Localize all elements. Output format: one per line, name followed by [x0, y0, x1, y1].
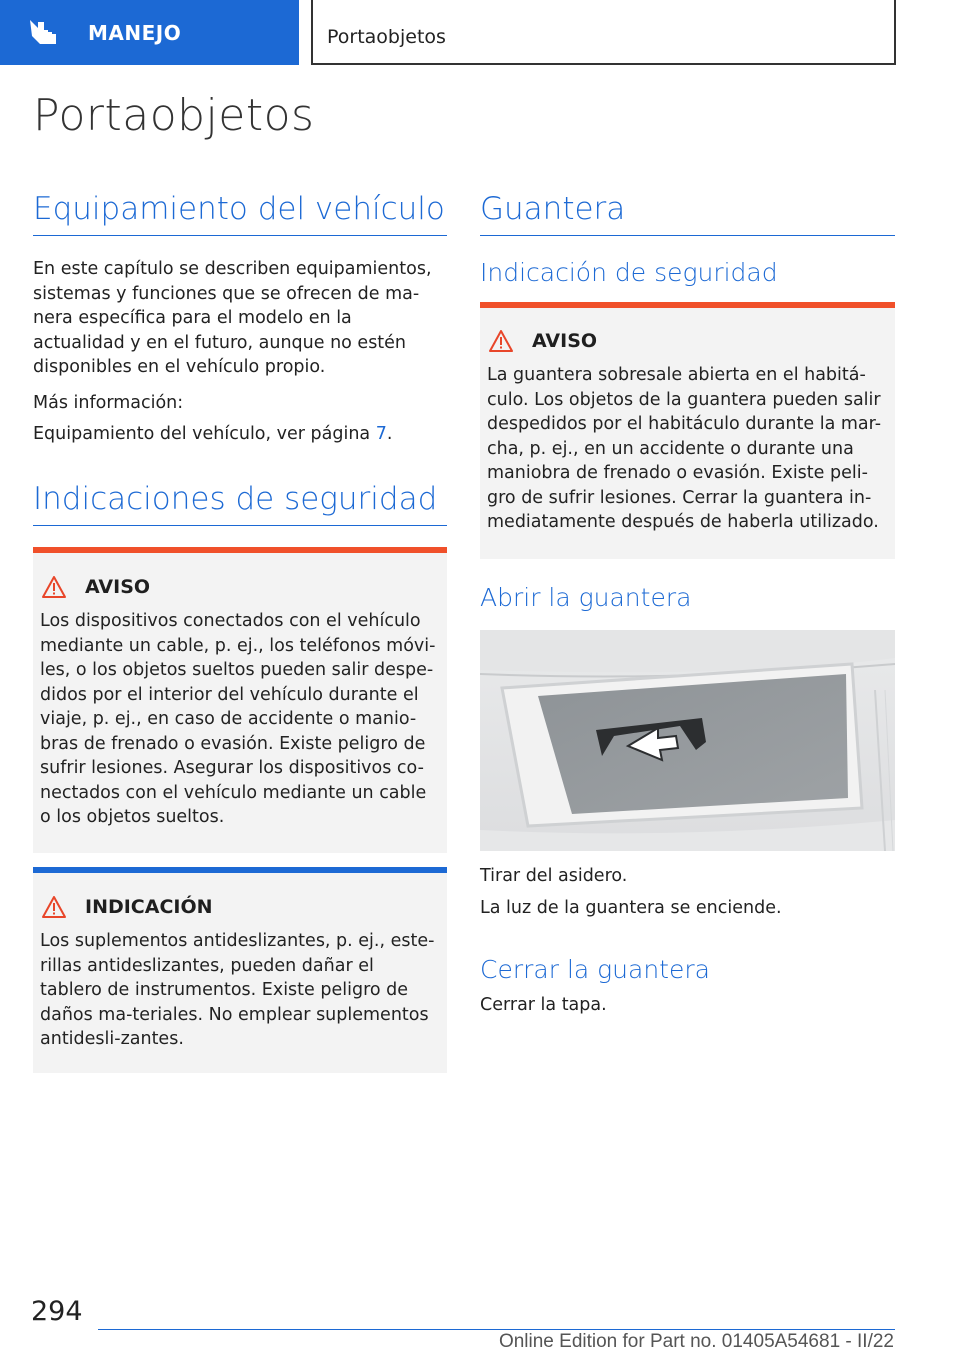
note-bar: [33, 867, 447, 873]
glovebox-photo: [480, 630, 895, 851]
warning-text: La guantera sobresale abierta en el habitá-culo. Los objetos de la guantera pueden salir despedidos por el habitáculo durante la mar-cha, p. ej., en un accidente o durante una maniobra de frenado o evasión. Existe peli-gro de sufrir lesiones. Cerrar la guantera in-mediatamente después de haberla utilizado.: [487, 365, 882, 532]
warning-triangle-icon: [41, 575, 67, 599]
intro-paragraph: En este capítulo se describen equipamientos, sistemas y funciones que se ofrecen de ma-nera específica para el modelo en la actualidad y en el futuro, aunque no estén disponibles en el vehículo propio.: [33, 259, 432, 377]
footer-rule: [98, 1329, 895, 1330]
close-step: Cerrar la tapa.: [480, 995, 607, 1015]
note-title: INDICACIÓN: [85, 896, 213, 918]
page-reference-link[interactable]: 7: [375, 424, 387, 444]
heading-rule: [480, 235, 895, 236]
section-label: Portaobjetos: [327, 26, 446, 48]
page-number: 294: [31, 1296, 83, 1327]
page-title: Portaobjetos: [33, 90, 315, 141]
warning-triangle-icon: [488, 329, 514, 353]
warning-bar: [480, 302, 895, 308]
open-step-1: Tirar del asidero.: [480, 866, 628, 886]
subheading-close: Cerrar la guantera: [480, 955, 710, 984]
note-header: [41, 895, 213, 919]
open-step-2: La luz de la guantera se enciende.: [480, 898, 782, 918]
warning-box: [480, 302, 895, 559]
subheading-open: Abrir la guantera: [480, 583, 692, 612]
heading-rule: [33, 235, 447, 236]
reference-end: .: [386, 424, 393, 444]
header-chapter-tab[interactable]: [0, 0, 299, 65]
warning-title: AVISO: [85, 576, 151, 598]
warning-header: [488, 329, 597, 353]
note-text: Los suplementos antideslizantes, p. ej., este-rillas antideslizantes, pueden dañar el tablero de instrumentos. Existe peligro de daños ma-teriales. No emplear suplementos antidesli-zantes.: [40, 931, 435, 1049]
warning-title: AVISO: [532, 330, 598, 352]
heading-indicaciones-seguridad: Indicaciones de seguridad: [33, 481, 438, 517]
heading-equipamiento: Equipamiento del vehículo: [33, 191, 445, 227]
more-info-label: Más información:: [33, 393, 184, 413]
hand-pointer-icon: [26, 18, 66, 48]
reference-line: [33, 422, 449, 447]
header-section-box: [311, 0, 896, 65]
heading-guantera: Guantera: [480, 191, 626, 227]
warning-bar: [33, 547, 447, 553]
warning-triangle-icon: [41, 895, 67, 919]
reference-text: Equipamiento del vehículo, ver página: [33, 424, 376, 444]
warning-header: [41, 575, 150, 599]
warning-box: [33, 547, 447, 853]
note-box: [33, 867, 447, 1073]
heading-rule: [33, 525, 447, 526]
subheading-safety: Indicación de seguridad: [480, 258, 778, 287]
footer-edition: Online Edition for Part no. 01405A54681 - II/22: [498, 1331, 894, 1352]
chapter-label: MANEJO: [88, 21, 182, 45]
warning-text: Los dispositivos conectados con el vehículo mediante un cable, p. ej., los teléfonos móvi-les, o los objetos sueltos pueden salir despe-didos por el interior del vehículo durante el viaje, p. ej., en caso de accidente o manio-bras de frenado o evasión. Existe peligro de sufrir lesiones. Asegurar los dispositivos co-nectados con el vehículo mediante un cable o los objetos sueltos.: [40, 611, 436, 827]
